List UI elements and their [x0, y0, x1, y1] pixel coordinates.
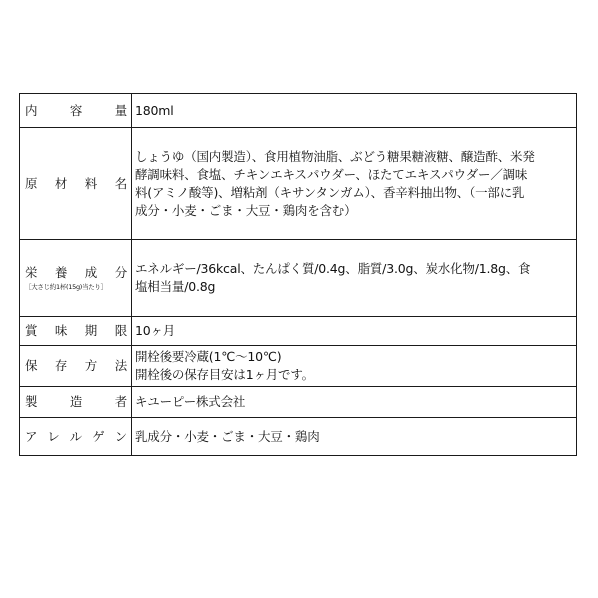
- row-content-volume: [20, 94, 577, 128]
- row-allergens: [20, 418, 577, 456]
- header-cell: [20, 317, 132, 346]
- row-manufacturer: [20, 387, 577, 418]
- header-cell: [20, 346, 132, 387]
- value-cell: [132, 240, 577, 317]
- value-cell: [132, 346, 577, 387]
- value-line: 成分・小麦・ごま・大豆・鶏肉を含む）: [135, 202, 357, 218]
- value-line: しょうゆ（国内製造）、食用植物油脂、ぶどう糖果糖液糖、醸造酢、米発: [135, 148, 535, 164]
- value-line: キユーピー株式会社: [135, 394, 246, 409]
- value-cell: [132, 317, 577, 346]
- row-label: 栄養成分: [25, 265, 127, 280]
- row-label: 賞味期限: [25, 323, 127, 338]
- header-cell: [20, 240, 132, 317]
- value-line: エネルギー/36kcal、たんぱく質/0.4g、脂質/3.0g、炭水化物/1.8g、食: [135, 261, 531, 276]
- row-label: 原材料名: [25, 175, 127, 191]
- row-label: 内容量: [25, 102, 127, 118]
- value-line: 塩相当量/0.8g: [135, 279, 216, 294]
- value-cell: [132, 94, 577, 128]
- header-cell: [20, 418, 132, 456]
- serving-note: ［大さじ約1杯(15g)当たり］: [25, 283, 107, 291]
- value-cell: [132, 128, 577, 240]
- row-nutrition: [20, 240, 577, 317]
- header-cell: [20, 94, 132, 128]
- value-line: 180ml: [135, 102, 174, 118]
- value-line: 開栓後要冷蔵(1℃～10℃): [135, 349, 282, 364]
- row-storage: [20, 346, 577, 387]
- row-best-before: [20, 317, 577, 346]
- value-cell: [132, 387, 577, 418]
- value-line: 10ヶ月: [135, 323, 176, 338]
- row-label: 製造者: [25, 394, 127, 409]
- header-cell: [20, 128, 132, 240]
- row-label: アレルゲン: [25, 428, 127, 444]
- row-ingredients: [20, 128, 577, 240]
- value-cell: [132, 418, 577, 456]
- value-line: 乳成分・小麦・ごま・大豆・鶏肉: [135, 428, 320, 444]
- row-label: 保存方法: [25, 358, 127, 373]
- header-cell: [20, 387, 132, 418]
- food-label-table: [19, 93, 577, 456]
- value-line: 酵調味料、食塩、チキンエキスパウダー、ほたてエキスパウダー／調味: [135, 166, 528, 182]
- value-line: 開栓後の保存目安は1ヶ月です。: [135, 367, 314, 382]
- value-line: 料(アミノ酸等)、増粘剤（キサンタンガム）、香辛料抽出物、（一部に乳: [135, 184, 525, 200]
